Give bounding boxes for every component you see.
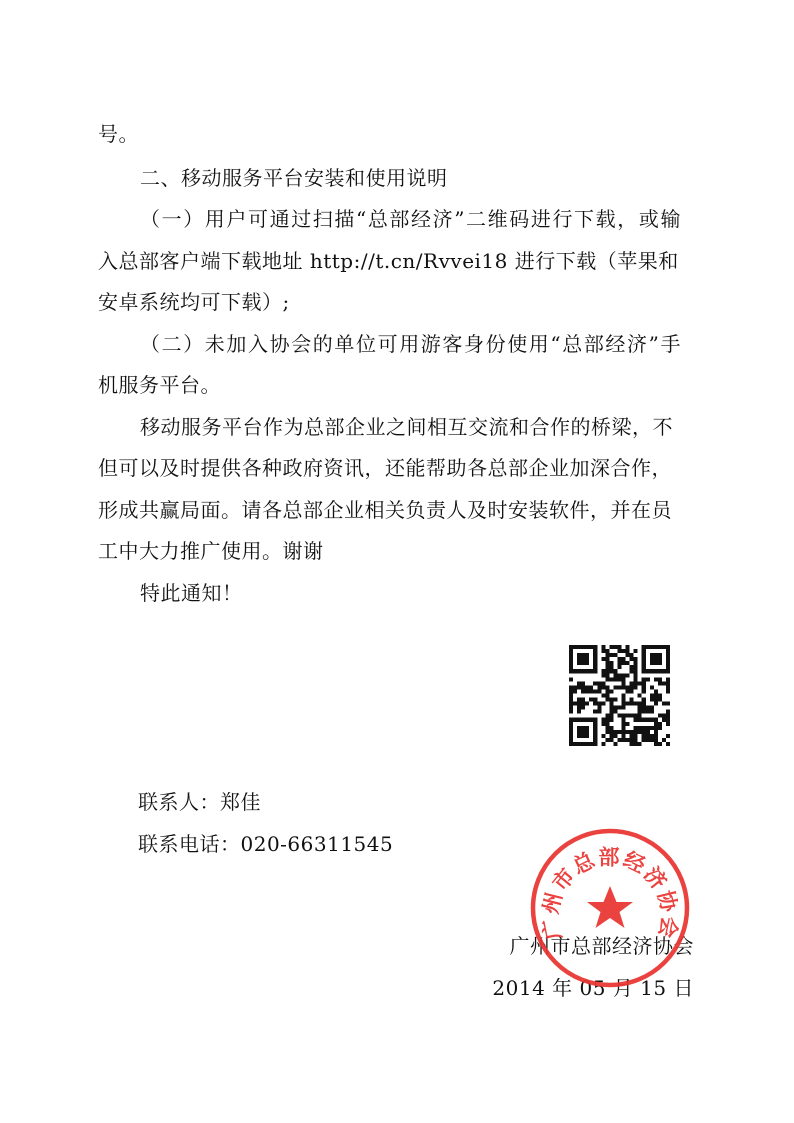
contact-person: 联系人：郑佳 (138, 790, 261, 814)
closing-line: 特此通知！ (140, 581, 243, 605)
signature-org: 广州市总部经济协会 (509, 934, 694, 958)
body-line: 但可以及时提供各种政府资讯，还能帮助各总部企业加深合作， (98, 456, 672, 480)
body-line: 工中大力推广使用。谢谢 (98, 539, 324, 563)
section-heading: 二、移动服务平台安装和使用说明 (140, 166, 448, 190)
svg-text:广州市总部经济协会: 广州市总部经济协会 (537, 844, 683, 942)
body-line: 入总部客户端下载地址 http://t.cn/Rvvei18 进行下载（苹果和 (98, 249, 679, 273)
body-line: 形成共赢局面。请各总部企业相关负责人及时安装软件，并在员 (98, 498, 672, 522)
official-seal-icon (528, 826, 692, 990)
contact-phone: 联系电话：020-66311545 (138, 832, 394, 856)
signature-date: 2014 年 05 月 15 日 (492, 976, 694, 1000)
body-line: 号。 (98, 122, 139, 146)
body-line: 移动服务平台作为总部企业之间相互交流和合作的桥梁，不 (140, 415, 673, 439)
body-line: （一）用户可通过扫描“总部经济”二维码进行下载，或输 (140, 207, 683, 231)
body-line: （二）未加入协会的单位可用游客身份使用“总部经济”手 (140, 332, 683, 356)
qr-code-icon (569, 645, 670, 746)
body-line: 安卓系统均可下载）; (98, 290, 290, 314)
body-line: 机服务平台。 (98, 373, 221, 397)
